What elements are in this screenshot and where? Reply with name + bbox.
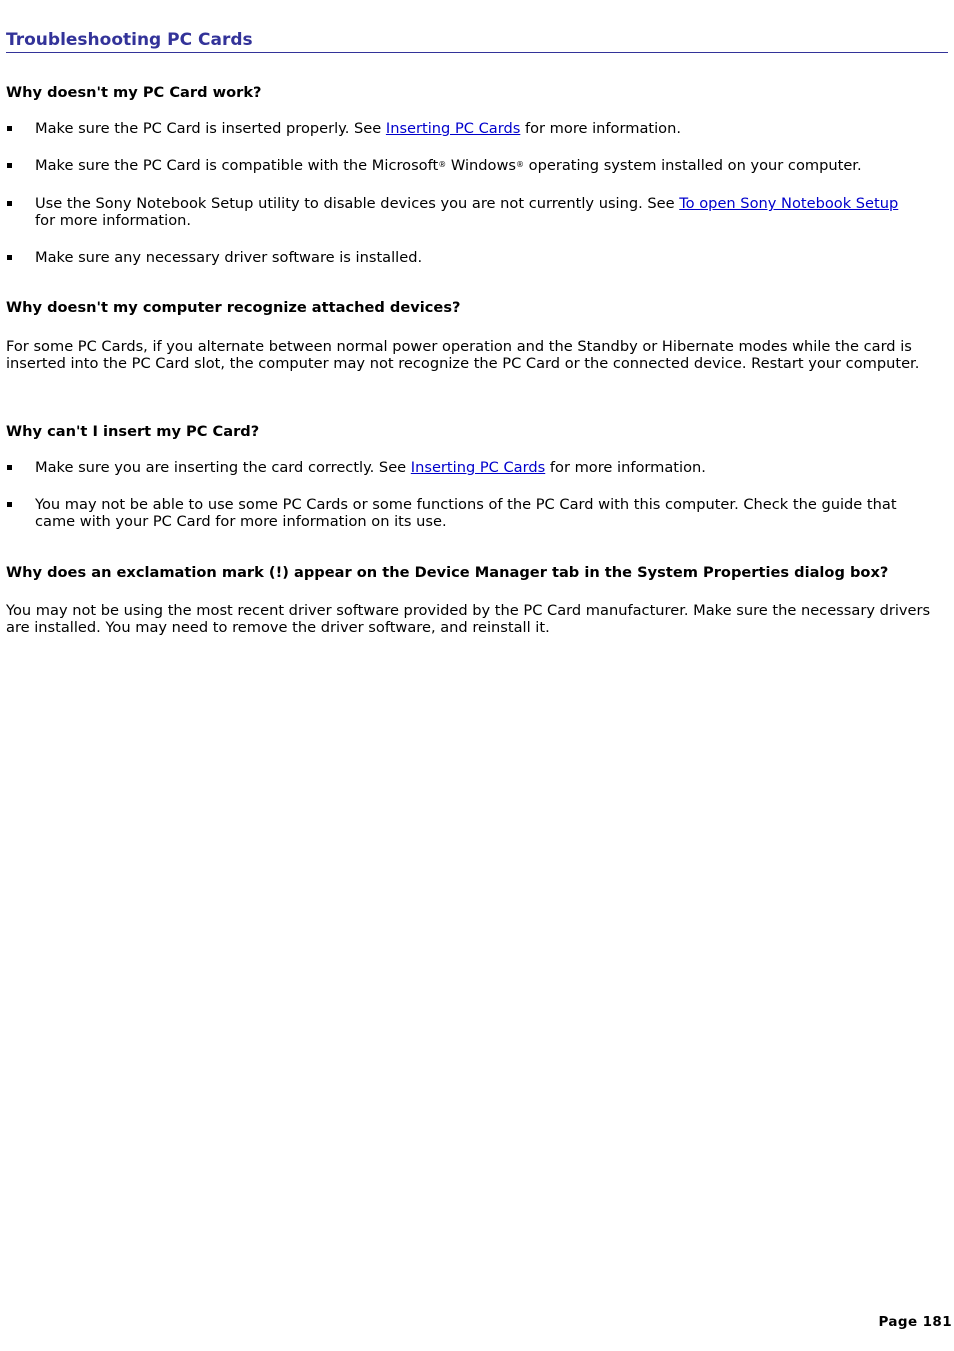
section-heading-exclamation-mark: Why does an exclamation mark (!) appear on the Device Manager tab in the System Properties dialog box? <box>6 564 889 581</box>
section-heading-card-not-working: Why doesn't my PC Card work? <box>6 84 262 101</box>
paragraph: You may not be using the most recent driver software provided by the PC Card manufacturer. Make sure the necessary drivers are installed. You may need to remove the driver software, and reinstall it. <box>6 602 931 636</box>
list-item: Make sure you are inserting the card correctly. See Inserting PC Cards for more information. <box>6 459 906 476</box>
section-heading-cannot-insert: Why can't I insert my PC Card? <box>6 423 260 440</box>
registered-mark: ® <box>438 160 447 169</box>
list-item: Make sure any necessary driver software is installed. <box>6 249 906 266</box>
bullet-icon <box>7 255 12 260</box>
bullet-icon <box>7 465 12 470</box>
inserting-pc-cards-link[interactable]: Inserting PC Cards <box>385 120 521 137</box>
open-sony-notebook-setup-link[interactable]: To open Sony Notebook Setup <box>679 195 899 212</box>
section-heading-devices-not-recognized: Why doesn't my computer recognize attached devices? <box>6 299 461 316</box>
bullet-icon <box>7 502 12 507</box>
bullet-icon <box>7 163 12 168</box>
list-item: You may not be able to use some PC Cards or some functions of the PC Card with this computer. Check the guide that came with your PC Card for more information on its use. <box>6 496 906 530</box>
inserting-pc-cards-link[interactable]: Inserting PC Cards <box>410 459 546 476</box>
page-number: Page 181 <box>878 1314 952 1330</box>
bullet-icon <box>7 201 12 206</box>
registered-mark: ® <box>516 160 525 169</box>
list-item: Use the Sony Notebook Setup utility to disable devices you are not currently using. See To open Sony Notebook Setup for more information. <box>6 195 906 229</box>
bullet-icon <box>7 126 12 131</box>
list-item: Make sure the PC Card is inserted properly. See Inserting PC Cards for more information. <box>6 120 906 137</box>
paragraph: For some PC Cards, if you alternate between normal power operation and the Standby or Hibernate modes while the card is inserted into the PC Card slot, the computer may not recognize the PC Card or the connected device. Restart your computer. <box>6 338 920 372</box>
list-item: Make sure the PC Card is compatible with the Microsoft® Windows® operating system installed on your computer. <box>6 157 906 174</box>
page-title: Troubleshooting PC Cards <box>6 29 948 53</box>
